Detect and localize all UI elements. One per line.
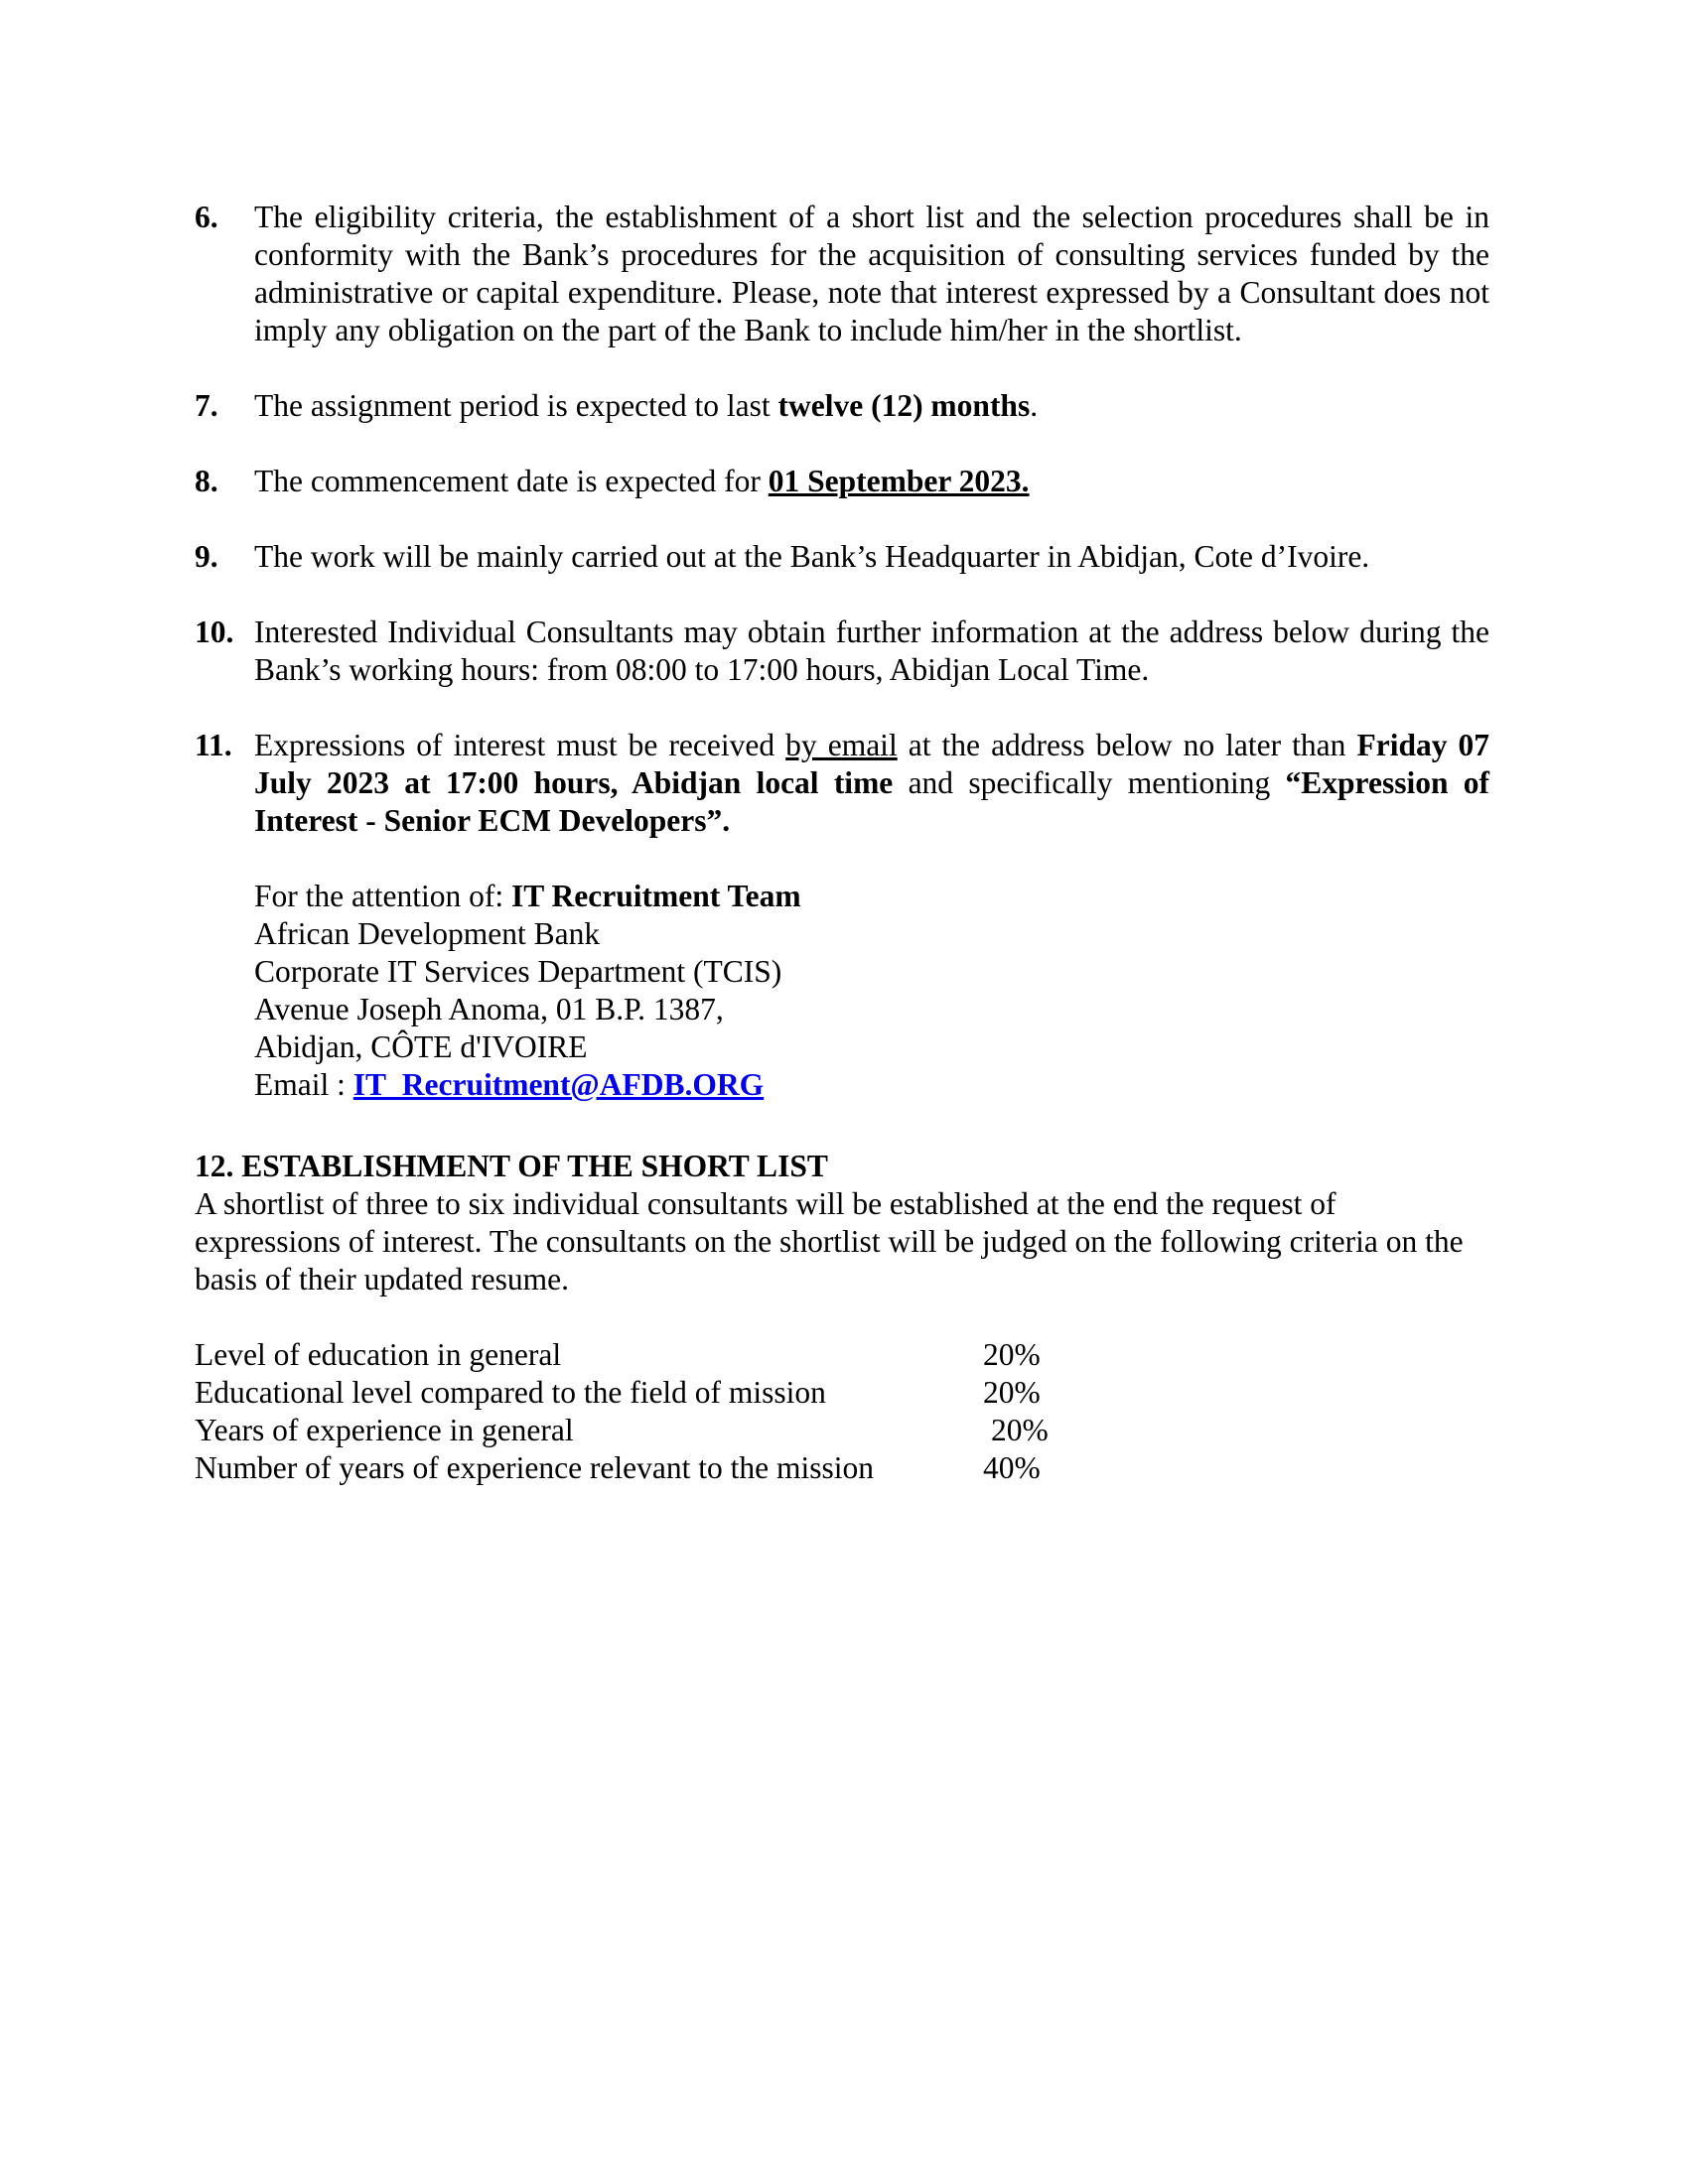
address-line: African Development Bank <box>254 916 601 951</box>
address-block <box>254 878 1485 1104</box>
list-item-10 <box>195 614 1489 689</box>
criteria-label: Number of years of experience relevant to the mission <box>195 1450 875 1485</box>
item-number: 6. <box>195 200 218 234</box>
item-text <box>254 387 1489 425</box>
item-number: 10. <box>195 614 234 649</box>
by-email-text: by email <box>785 728 898 762</box>
item-text <box>254 463 1489 500</box>
email-label: Email : <box>254 1067 353 1102</box>
email-link[interactable]: IT_Recruitment@AFDB.ORG <box>352 1067 765 1102</box>
assignment-period: twelve (12) months <box>777 388 1031 423</box>
commencement-date: 01 September 2023. <box>768 464 1030 498</box>
item-number: 8. <box>195 464 218 498</box>
attention-line <box>254 878 1485 915</box>
item-text-part: The commencement date is expected for <box>254 464 769 498</box>
address-line: Abidjan, CÔTE d'IVOIRE <box>254 1029 588 1064</box>
item-text-part: and specifically mentioning <box>893 765 1286 800</box>
item-number: 11. <box>195 728 232 762</box>
criteria-row <box>195 1336 1088 1374</box>
criteria-weight: 40% <box>983 1450 1041 1485</box>
item-number: 7. <box>195 388 218 423</box>
list-item-6 <box>195 199 1489 349</box>
item-text: Interested Individual Consultants may obtain further information at the address below during the Bank’s working hours: from 08:00 to 17:00 hours, Abidjan Local Time. <box>254 614 1489 687</box>
criteria-row <box>195 1449 1088 1487</box>
item-text: The work will be mainly carried out at the Bank’s Headquarter in Abidjan, Cote d’Ivoire. <box>254 539 1370 574</box>
item-text-part: . <box>1030 388 1039 423</box>
criteria-weight: 20% <box>991 1413 1049 1447</box>
section-text: A shortlist of three to six individual consultants will be established at the end the request of expressions of interest. The consultants on the shortlist will be judged on the following criteria on the basis of their updated resume. <box>195 1186 1464 1297</box>
criteria-label: Educational level compared to the field of mission <box>195 1375 826 1410</box>
item-text <box>254 727 1489 840</box>
list-item-11 <box>195 727 1489 840</box>
item-text: The eligibility criteria, the establishment of a short list and the selection procedures shall be in conformity with the Bank’s procedures for the acquisition of consulting services funded by the administrative or capital expenditure. Please, note that interest expressed by a Consultant does not imply any obligation on the part of the Bank to include him/her in the shortlist. <box>254 200 1489 347</box>
list-item-9 <box>195 538 1489 576</box>
criteria-row <box>195 1412 1088 1449</box>
address-line: Corporate IT Services Department (TCIS) <box>254 954 782 989</box>
address-line: Avenue Joseph Anoma, 01 B.P. 1387, <box>254 992 724 1026</box>
item-number: 9. <box>195 539 218 574</box>
list-item-7 <box>195 387 1489 425</box>
criteria-weight: 20% <box>983 1337 1041 1372</box>
item-text-part: The assignment period is expected to last <box>254 388 778 423</box>
attention-name: IT Recruitment Team <box>510 879 801 913</box>
deadline: Friday 07 July 2023 at 17:00 hours, Abidjan local time <box>254 728 1490 800</box>
item-text-part: at the address below no later than <box>897 728 1357 762</box>
list-item-8 <box>195 463 1489 500</box>
attention-label: For the attention of: <box>254 879 511 913</box>
section-title: 12. ESTABLISHMENT OF THE SHORT LIST <box>195 1149 828 1183</box>
section-12 <box>195 1148 1489 1298</box>
criteria-row <box>195 1374 1088 1412</box>
item-text-part: Expressions of interest must be received <box>254 728 786 762</box>
email-line <box>254 1066 1485 1104</box>
email-subject: “Expression of Interest - Senior ECM Developers”. <box>254 765 1489 838</box>
criteria-label: Level of education in general <box>195 1337 562 1372</box>
criteria-weight: 20% <box>983 1375 1041 1410</box>
criteria-label: Years of experience in general <box>195 1413 574 1447</box>
